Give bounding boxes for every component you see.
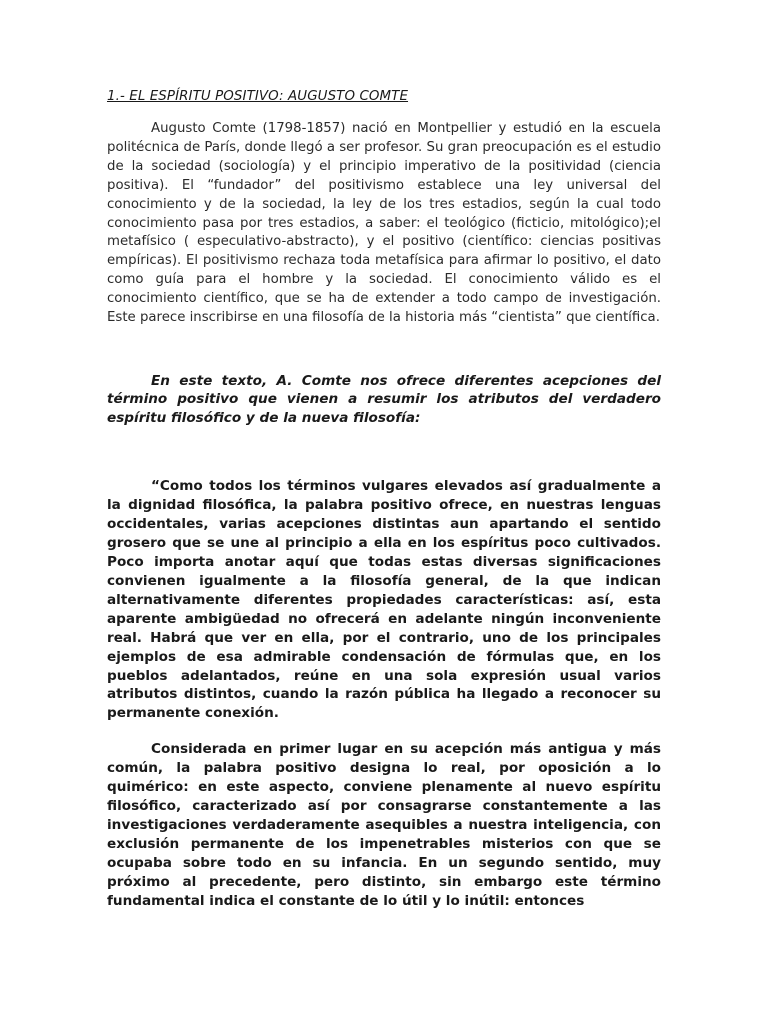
quote-paragraph-2: Considerada en primer lugar en su acepción más antigua y más común, la palabra positivo designa lo real, por oposición a lo quimérico: en este aspecto, conviene plenamente al nuevo espíritu filosófico, caracterizado así por consagrarse constantemente a las investigaciones verdaderamente asequibles a nuestra inteligencia, con exclusión permanente de los impenetrables misterios con que se ocupaba sobre todo en su infancia. En un segundo sentido, muy próximo al precedente, pero distinto, sin embargo este término fundamental indica el constante de lo útil y lo inútil: entonces <box>107 741 661 909</box>
document-page <box>107 88 661 910</box>
document-title: 1.- EL ESPÍRITU POSITIVO: AUGUSTO COMTE <box>107 89 409 104</box>
quote-paragraph-1: “Como todos los términos vulgares elevados así gradualmente a la dignidad filosófica, la palabra positivo ofrece, en nuestras lenguas occidentales, varias acepciones distintas aun apartando el sentido grosero que se une al principio a ella en los espíritus poco cultivados. Poco importa anotar aquí que todas estas diversas significaciones convienen igualmente a la filosofía general, de la que indican alternativamente diferentes propiedades características: así, esta aparente ambigüedad no ofrecerá en adelante ningún inconveniente real. Habrá que ver en ella, por el contrario, uno de los principales ejemplos de esa admirable condensación de fórmulas que, en los pueblos adelantados, reúne en una sola expresión usual varios atributos distintos, cuando la razón pública ha llegado a reconocer su permanente conexión. <box>107 478 661 722</box>
lead-paragraph: En este texto, A. Comte nos ofrece diferentes acepciones del término positivo que vienen a resumir los atributos del verdadero espíritu filosófico y de la nueva filosofía: <box>107 372 661 426</box>
intro-paragraph: Augusto Comte (1798-1857) nació en Montpellier y estudió en la escuela politécnica de París, donde llegó a ser profesor. Su gran preocupación es el estudio de la sociedad (sociología) y el principio imperativo de la positividad (ciencia positiva). El “fundador” del positivismo establece una ley universal del conocimiento y de la sociedad, la ley de los tres estadios, según la cual todo conocimiento pasa por tres estadios, a saber: el teológico (ficticio, mitológico);el metafísico ( especulativo-abstracto), y el positivo (científico: ciencias positivas empíricas). El positivismo rechaza toda metafísica para afirmar lo positivo, el dato como guía para el hombre y la sociedad. El conocimiento válido es el conocimiento científico, que se ha de extender a todo campo de investigación. Este parece inscribirse en una filosofía de la historia más “cientista” que científica. <box>107 121 661 326</box>
